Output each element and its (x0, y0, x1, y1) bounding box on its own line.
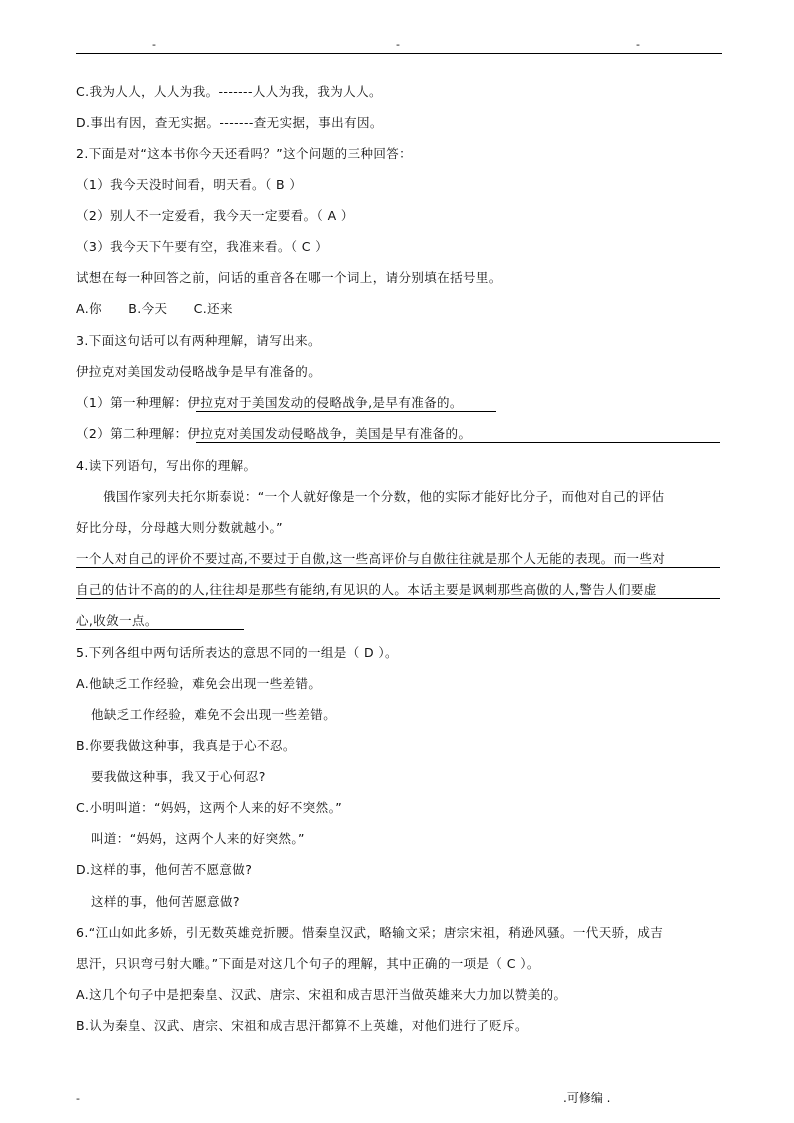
question-5-option-d-1: D.这样的事，他何苦不愿意做? (76, 862, 253, 877)
question-4-quote-line-2: 好比分母，分母越大则分数就越小。” (76, 520, 284, 535)
footer-editable-note: .可修编 . (563, 1091, 611, 1105)
question-5-option-b-1: B.你要我做这种事，我真是于心不忍。 (76, 738, 296, 753)
answer-4-underline-2 (76, 598, 720, 599)
question-5-option-c-1: C.小明叫道：“妈妈，这两个人来的好不突然。” (76, 800, 343, 815)
question-5-title: 5.下列各组中两句话所表达的意思不同的一组是（ D ）。 (76, 645, 398, 660)
question-4-title: 4.读下列语句，写出你的理解。 (76, 458, 257, 473)
question-6-option-a: A.这几个句子中是把秦皇、汉武、唐宗、宋祖和成吉思汗当做英雄来大力加以赞美的。 (76, 987, 567, 1002)
option-c-line: C.我为人人，人人为我。-------人人为我，我为人人。 (76, 84, 382, 99)
question-4-quote-line-1: 俄国作家列夫托尔斯泰说：“一个人就好像是一个分数，他的实际才能好比分子，而他对自己的评估 (103, 489, 665, 504)
question-3-answer-1: （1）第一种理解：伊拉克对于美国发动的侵略战争,是早有准备的。 (76, 395, 463, 410)
question-3-title: 3.下面这句话可以有两种理解，请写出来。 (76, 333, 321, 348)
question-6-line-2: 思汗，只识弯弓射大雕。”下面是对这几个句子的理解，其中正确的一项是（ C ）。 (76, 956, 540, 971)
answer-4-underline-3 (76, 629, 244, 630)
question-3-sentence: 伊拉克对美国发动侵略战争是早有准备的。 (76, 364, 322, 379)
answer-4-underline-1 (76, 567, 720, 568)
question-2-item-1: （1）我今天没时间看，明天看。（ B ） (76, 177, 303, 192)
question-6-line-1: 6.“江山如此多娇，引无数英雄竞折腰。惜秦皇汉武，略输文采；唐宗宋祖，稍逊风骚。一代天骄，成吉 (76, 925, 664, 940)
question-2-item-3: （3）我今天下午要有空，我准来看。（ C ） (76, 239, 329, 254)
question-2-item-2: （2）别人不一定爱看，我今天一定要看。（ A ） (76, 208, 354, 223)
question-4-answer-line-2: 自己的估计不高的的人,往往却是那些有能纳,有见识的人。本话主要是讽刺那些高傲的人,警告人们要虚 (76, 582, 657, 597)
header-mark-right: - (636, 38, 640, 51)
question-2-title: 2.下面是对“这本书你今天还看吗？”这个问题的三种回答： (76, 146, 413, 161)
question-4-answer-line-1: 一个人对自己的评价不要过高,不要过于自傲,这一些高评价与自傲往往就是那个人无能的表现。而一些对 (76, 551, 666, 566)
header-mark-center: - (396, 38, 400, 51)
question-4-answer-line-3: 心,收敛一点。 (76, 613, 158, 628)
question-5-option-a-1: A.他缺乏工作经验，难免会出现一些差错。 (76, 676, 322, 691)
option-d-line: D.事出有因，查无实据。-------查无实据，事出有因。 (76, 115, 383, 130)
answer-1-underline (196, 411, 496, 412)
question-6-option-b: B.认为秦皇、汉武、唐宗、宋祖和成吉思汗都算不上英雄，对他们进行了贬斥。 (76, 1018, 528, 1033)
answer-2-underline (196, 442, 720, 443)
header-mark-left: - (152, 38, 156, 51)
question-5-option-b-2: 要我做这种事，我又于心何忍? (91, 769, 266, 784)
footer-mark-left: - (76, 1092, 80, 1105)
question-2-instruction: 试想在每一种回答之前，问话的重音各在哪一个词上，请分别填在括号里。 (76, 270, 502, 285)
header-rule (76, 53, 722, 54)
question-2-options: A.你 B.今天 C.还来 (76, 301, 233, 316)
question-3-answer-2: （2）第二种理解：伊拉克对美国发动侵略战争，美国是早有准备的。 (76, 426, 472, 441)
question-5-option-c-2: 叫道：“妈妈，这两个人来的好突然。” (91, 831, 305, 846)
question-5-option-d-2: 这样的事，他何苦愿意做? (91, 894, 240, 909)
question-5-option-a-2: 他缺乏工作经验，难免不会出现一些差错。 (91, 707, 337, 722)
